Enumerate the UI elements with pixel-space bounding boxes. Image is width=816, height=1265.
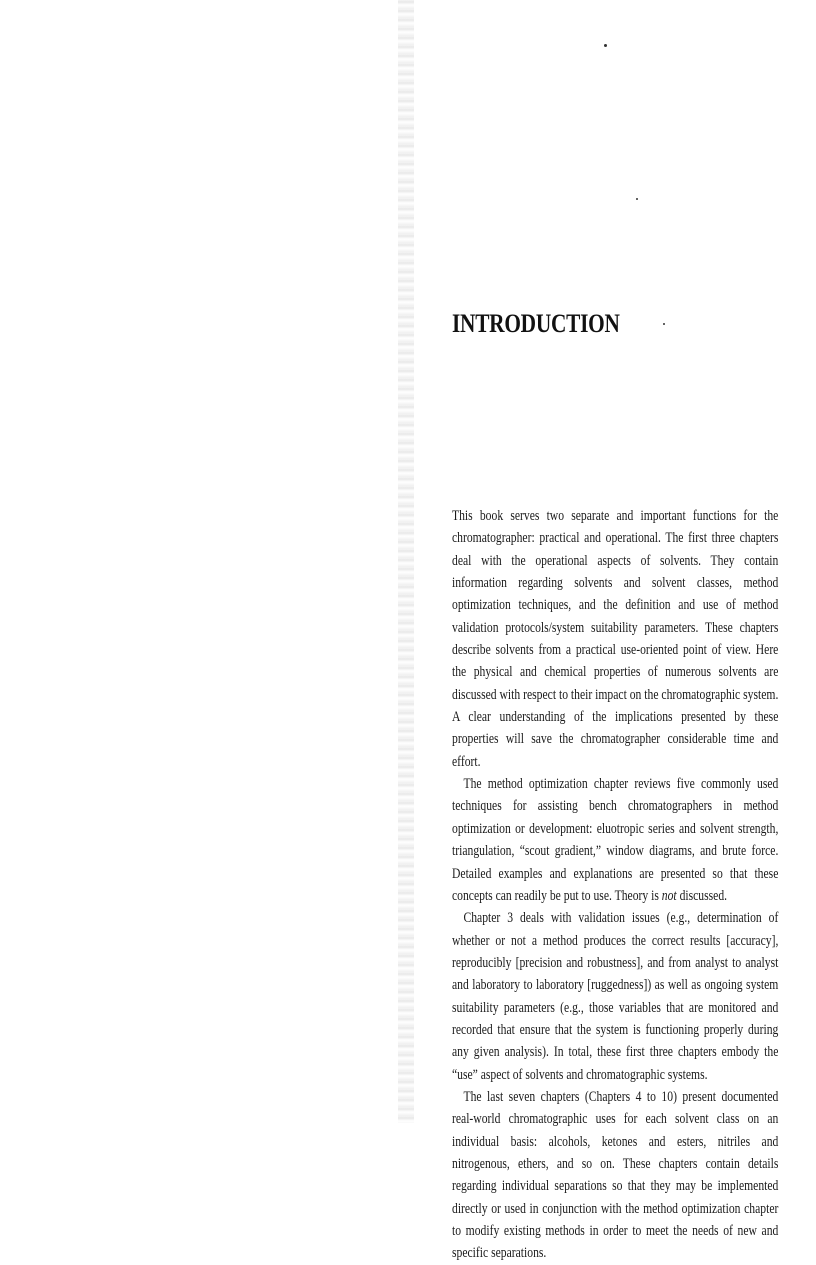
paragraph-4 — [452, 1086, 778, 1265]
paragraph-2-emphasis: not — [661, 887, 677, 904]
paragraph-4-text: The last seven chapters (Chapters 4 to 10) present documented real-world chromatographic uses for each solvent class on an individual basis: alcohols, ketones and esters, nitriles and nitrogenous, ethers, and so on. These chapters contain details regarding individual separations so that they may be implemented directly or used in conjunction with the method optimization chapter to modify existing methods in order to meet the needs of new and specific separations. — [452, 1088, 779, 1262]
paragraph-2 — [452, 773, 778, 907]
paragraph-1 — [452, 505, 778, 773]
scan-speck — [663, 323, 665, 325]
paragraph-1-text: This book serves two separate and important functions for the chromatographer: practical and operational. The first three chapters deal with the operational aspects of solvents. They contain information regarding solvents and solvent classes, method optimization techniques, and the definition and use of method validation protocols/system suitability parameters. These chapters describe solvents from a practical use-oriented point of view. Here the physical and chemical properties of numerous solvents are discussed with respect to their impact on the chromatographic system. A clear understanding of the implications presented by these properties will save the chromatographer considerable time and effort. — [452, 508, 779, 770]
paragraph-2-text-end: discussed. — [676, 887, 728, 904]
page-title: INTRODUCTION — [452, 309, 620, 338]
binding-gutter-shadow — [398, 0, 414, 1123]
scan-speck — [604, 44, 607, 47]
scan-speck — [636, 198, 638, 200]
paragraph-3-text: Chapter 3 deals with validation issues (e.g., determination of whether or not a method produces the correct results [accuracy], reproducibly [precision and robustness], and from analyst to analyst and laboratory to laboratory [ruggedness]) as well as ongoing system suitability parameters (e.g., those variables that are monitored and recorded that ensure that the system is functioning properly during any given analysis). In total, these first three chapters embody the “use” aspect of solvents and chromatographic systems. — [452, 910, 779, 1083]
paragraph-3 — [452, 907, 778, 1086]
paragraph-2-text: The method optimization chapter reviews five commonly used techniques for assisting bench chromatographers in method optimization or development: eluotropic series and solvent strength, triangulation, “scout gradient,” window diagrams, and brute force. Detailed examples and explanations are presented so that these concepts can readily be put to use. Theory is — [452, 776, 779, 904]
body-text — [452, 505, 778, 1265]
